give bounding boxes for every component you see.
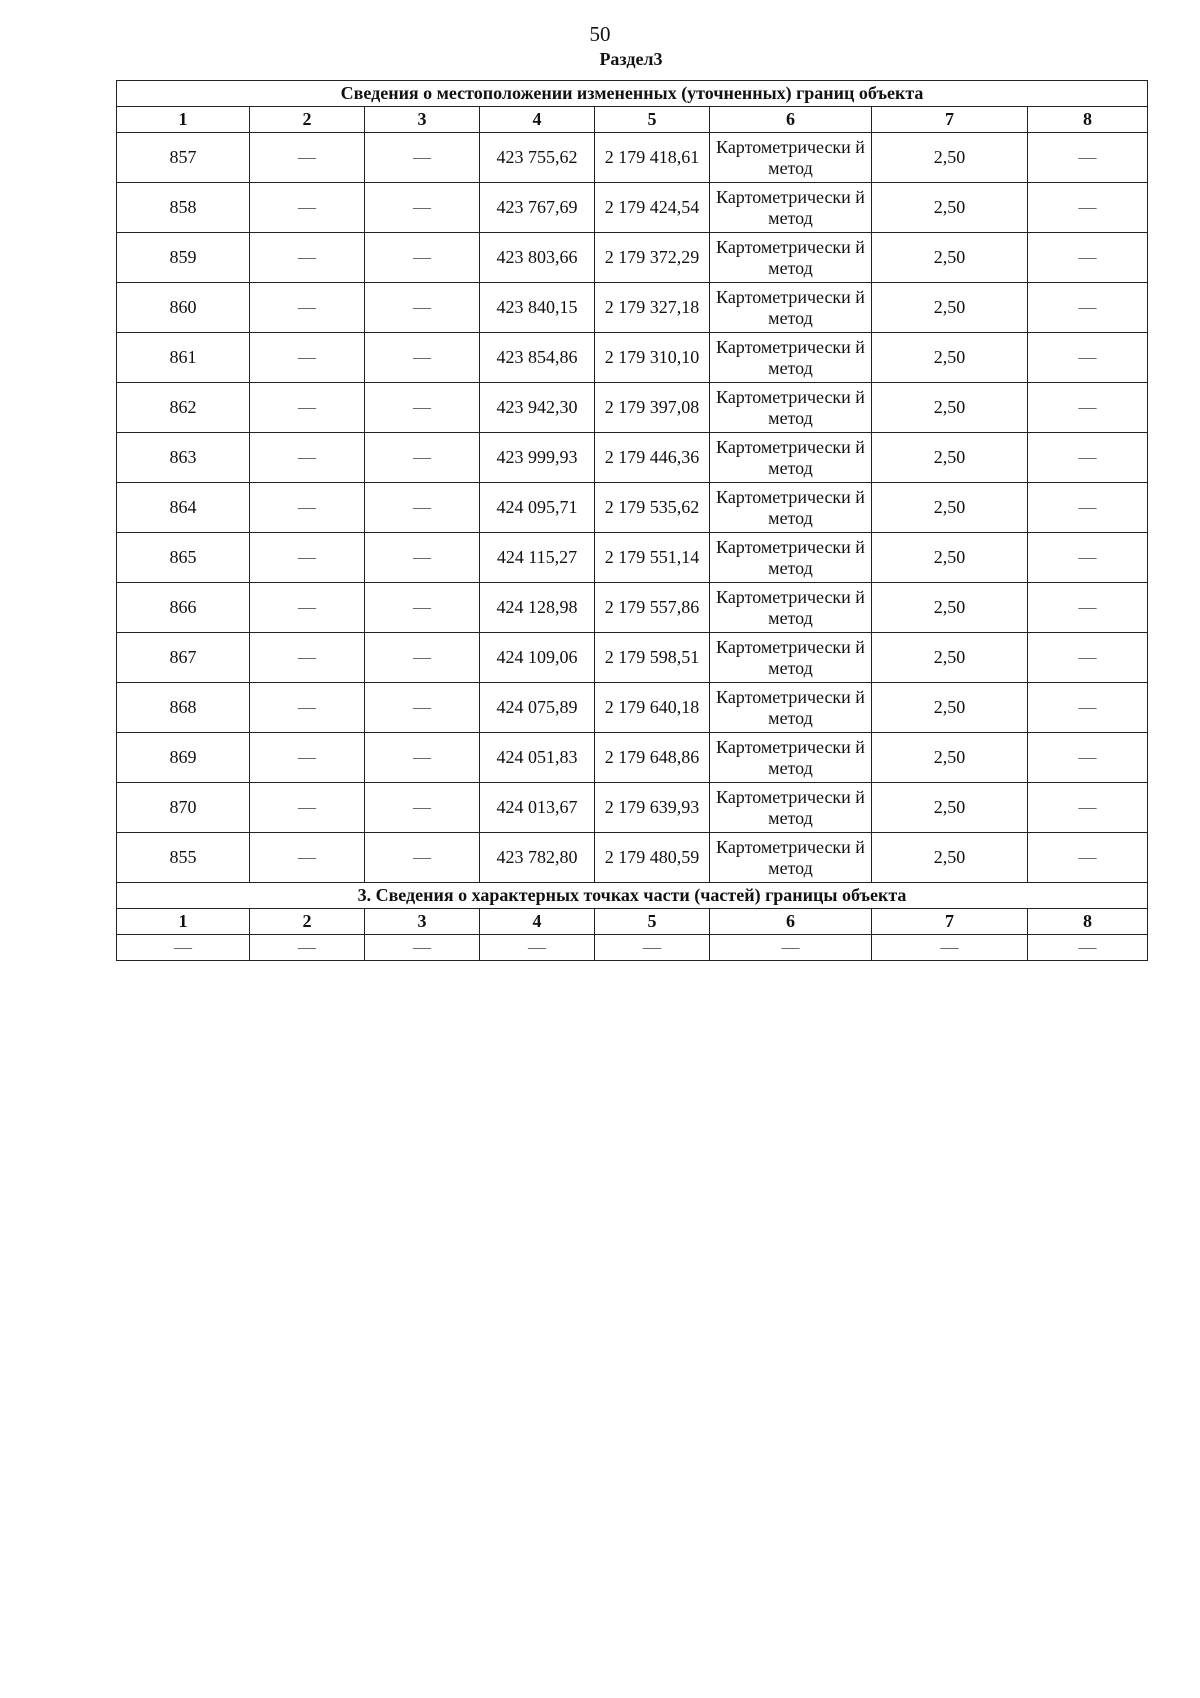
accuracy-cell: 2,50 xyxy=(872,633,1028,683)
description-cell: — xyxy=(1028,333,1148,383)
y-coordinate-cell: 2 179 551,14 xyxy=(595,533,710,583)
x-coordinate-cell: 423 840,15 xyxy=(480,283,595,333)
old-y-cell: — xyxy=(365,633,480,683)
old-x-cell: — xyxy=(250,583,365,633)
method-cell: Картометрически й метод xyxy=(710,283,872,333)
accuracy-cell: 2,50 xyxy=(872,783,1028,833)
x-coordinate-cell: 424 109,06 xyxy=(480,633,595,683)
column-number-row xyxy=(117,107,1148,133)
old-y-cell: — xyxy=(365,783,480,833)
table-row xyxy=(117,683,1148,733)
table-row xyxy=(117,333,1148,383)
description-cell: — xyxy=(1028,383,1148,433)
x-coordinate-cell: 423 755,62 xyxy=(480,133,595,183)
description-cell: — xyxy=(1028,233,1148,283)
accuracy-cell: 2,50 xyxy=(872,133,1028,183)
y-coordinate-cell: 2 179 535,62 xyxy=(595,483,710,533)
empty-dash-cell: — xyxy=(710,935,872,961)
empty-dash-cell: — xyxy=(365,935,480,961)
method-cell: Картометрически й метод xyxy=(710,683,872,733)
point-number-cell: 863 xyxy=(117,433,250,483)
point-number-cell: 867 xyxy=(117,633,250,683)
point-number-cell: 858 xyxy=(117,183,250,233)
y-coordinate-cell: 2 179 640,18 xyxy=(595,683,710,733)
x-coordinate-cell: 424 051,83 xyxy=(480,733,595,783)
empty-dash-cell: — xyxy=(117,935,250,961)
section-title: Раздел3 xyxy=(599,49,663,69)
old-x-cell: — xyxy=(250,733,365,783)
description-cell: — xyxy=(1028,183,1148,233)
x-coordinate-cell: 423 782,80 xyxy=(480,833,595,883)
parts-title-row xyxy=(117,883,1148,909)
old-y-cell: — xyxy=(365,133,480,183)
old-x-cell: — xyxy=(250,433,365,483)
accuracy-cell: 2,50 xyxy=(872,583,1028,633)
old-y-cell: — xyxy=(365,333,480,383)
y-coordinate-cell: 2 179 598,51 xyxy=(595,633,710,683)
x-coordinate-cell: 423 942,30 xyxy=(480,383,595,433)
old-x-cell: — xyxy=(250,183,365,233)
table-row xyxy=(117,483,1148,533)
description-cell: — xyxy=(1028,733,1148,783)
description-cell: — xyxy=(1028,633,1148,683)
table-title: Сведения о местоположении измененных (уточненных) границ объекта xyxy=(117,81,1148,107)
parts-empty-row xyxy=(117,935,1148,961)
point-number-cell: 862 xyxy=(117,383,250,433)
table-row xyxy=(117,533,1148,583)
old-y-cell: — xyxy=(365,833,480,883)
table-title-row xyxy=(117,81,1148,107)
y-coordinate-cell: 2 179 327,18 xyxy=(595,283,710,333)
old-x-cell: — xyxy=(250,633,365,683)
old-x-cell: — xyxy=(250,833,365,883)
coordinates-table-body xyxy=(117,81,1148,961)
description-cell: — xyxy=(1028,433,1148,483)
column-number-header: 1 xyxy=(117,107,250,133)
old-y-cell: — xyxy=(365,483,480,533)
table-row xyxy=(117,233,1148,283)
old-y-cell: — xyxy=(365,233,480,283)
description-cell: — xyxy=(1028,783,1148,833)
page-number: 50 xyxy=(589,22,611,46)
description-cell: — xyxy=(1028,583,1148,633)
parts-column-number-header: 7 xyxy=(872,909,1028,935)
x-coordinate-cell: 423 854,86 xyxy=(480,333,595,383)
description-cell: — xyxy=(1028,833,1148,883)
x-coordinate-cell: 424 095,71 xyxy=(480,483,595,533)
accuracy-cell: 2,50 xyxy=(872,533,1028,583)
column-number-header: 5 xyxy=(595,107,710,133)
old-y-cell: — xyxy=(365,283,480,333)
accuracy-cell: 2,50 xyxy=(872,433,1028,483)
accuracy-cell: 2,50 xyxy=(872,683,1028,733)
method-cell: Картометрически й метод xyxy=(710,133,872,183)
method-cell: Картометрически й метод xyxy=(710,183,872,233)
y-coordinate-cell: 2 179 372,29 xyxy=(595,233,710,283)
accuracy-cell: 2,50 xyxy=(872,233,1028,283)
method-cell: Картометрически й метод xyxy=(710,633,872,683)
description-cell: — xyxy=(1028,683,1148,733)
point-number-cell: 869 xyxy=(117,733,250,783)
accuracy-cell: 2,50 xyxy=(872,183,1028,233)
old-y-cell: — xyxy=(365,683,480,733)
accuracy-cell: 2,50 xyxy=(872,333,1028,383)
description-cell: — xyxy=(1028,533,1148,583)
y-coordinate-cell: 2 179 480,59 xyxy=(595,833,710,883)
old-y-cell: — xyxy=(365,733,480,783)
column-number-header: 8 xyxy=(1028,107,1148,133)
empty-dash-cell: — xyxy=(480,935,595,961)
parts-column-number-header: 2 xyxy=(250,909,365,935)
parts-column-number-row xyxy=(117,909,1148,935)
old-x-cell: — xyxy=(250,483,365,533)
point-number-cell: 855 xyxy=(117,833,250,883)
point-number-cell: 865 xyxy=(117,533,250,583)
old-x-cell: — xyxy=(250,783,365,833)
x-coordinate-cell: 424 013,67 xyxy=(480,783,595,833)
y-coordinate-cell: 2 179 418,61 xyxy=(595,133,710,183)
point-number-cell: 870 xyxy=(117,783,250,833)
point-number-cell: 868 xyxy=(117,683,250,733)
x-coordinate-cell: 424 075,89 xyxy=(480,683,595,733)
y-coordinate-cell: 2 179 397,08 xyxy=(595,383,710,433)
description-cell: — xyxy=(1028,133,1148,183)
parts-column-number-header: 8 xyxy=(1028,909,1148,935)
column-number-header: 3 xyxy=(365,107,480,133)
old-x-cell: — xyxy=(250,683,365,733)
point-number-cell: 857 xyxy=(117,133,250,183)
method-cell: Картометрически й метод xyxy=(710,483,872,533)
old-y-cell: — xyxy=(365,533,480,583)
point-number-cell: 864 xyxy=(117,483,250,533)
old-y-cell: — xyxy=(365,433,480,483)
table-row xyxy=(117,733,1148,783)
method-cell: Картометрически й метод xyxy=(710,783,872,833)
table-row xyxy=(117,833,1148,883)
y-coordinate-cell: 2 179 639,93 xyxy=(595,783,710,833)
parts-column-number-header: 3 xyxy=(365,909,480,935)
old-y-cell: — xyxy=(365,383,480,433)
point-number-cell: 860 xyxy=(117,283,250,333)
parts-column-number-header: 4 xyxy=(480,909,595,935)
method-cell: Картометрически й метод xyxy=(710,533,872,583)
column-number-header: 7 xyxy=(872,107,1028,133)
old-y-cell: — xyxy=(365,183,480,233)
column-number-header: 6 xyxy=(710,107,872,133)
parts-column-number-header: 1 xyxy=(117,909,250,935)
x-coordinate-cell: 423 767,69 xyxy=(480,183,595,233)
method-cell: Картометрически й метод xyxy=(710,433,872,483)
method-cell: Картометрически й метод xyxy=(710,383,872,433)
table-row xyxy=(117,633,1148,683)
x-coordinate-cell: 424 115,27 xyxy=(480,533,595,583)
old-y-cell: — xyxy=(365,583,480,633)
accuracy-cell: 2,50 xyxy=(872,833,1028,883)
table-row xyxy=(117,583,1148,633)
empty-dash-cell: — xyxy=(872,935,1028,961)
accuracy-cell: 2,50 xyxy=(872,733,1028,783)
method-cell: Картометрически й метод xyxy=(710,583,872,633)
x-coordinate-cell: 423 999,93 xyxy=(480,433,595,483)
empty-dash-cell: — xyxy=(1028,935,1148,961)
old-x-cell: — xyxy=(250,333,365,383)
description-cell: — xyxy=(1028,483,1148,533)
empty-dash-cell: — xyxy=(250,935,365,961)
point-number-cell: 859 xyxy=(117,233,250,283)
method-cell: Картометрически й метод xyxy=(710,833,872,883)
parts-table-title: 3. Сведения о характерных точках части (частей) границы объекта xyxy=(117,883,1148,909)
accuracy-cell: 2,50 xyxy=(872,283,1028,333)
x-coordinate-cell: 424 128,98 xyxy=(480,583,595,633)
old-x-cell: — xyxy=(250,383,365,433)
point-number-cell: 861 xyxy=(117,333,250,383)
x-coordinate-cell: 423 803,66 xyxy=(480,233,595,283)
coordinates-table xyxy=(116,80,1148,961)
table-row xyxy=(117,133,1148,183)
old-x-cell: — xyxy=(250,133,365,183)
accuracy-cell: 2,50 xyxy=(872,383,1028,433)
accuracy-cell: 2,50 xyxy=(872,483,1028,533)
y-coordinate-cell: 2 179 424,54 xyxy=(595,183,710,233)
method-cell: Картометрически й метод xyxy=(710,333,872,383)
method-cell: Картометрически й метод xyxy=(710,233,872,283)
table-row xyxy=(117,433,1148,483)
column-number-header: 4 xyxy=(480,107,595,133)
table-row xyxy=(117,783,1148,833)
old-x-cell: — xyxy=(250,533,365,583)
parts-column-number-header: 5 xyxy=(595,909,710,935)
empty-dash-cell: — xyxy=(595,935,710,961)
table-row xyxy=(117,283,1148,333)
y-coordinate-cell: 2 179 648,86 xyxy=(595,733,710,783)
old-x-cell: — xyxy=(250,233,365,283)
table-row xyxy=(117,183,1148,233)
y-coordinate-cell: 2 179 557,86 xyxy=(595,583,710,633)
table-row xyxy=(117,383,1148,433)
column-number-header: 2 xyxy=(250,107,365,133)
old-x-cell: — xyxy=(250,283,365,333)
description-cell: — xyxy=(1028,283,1148,333)
parts-column-number-header: 6 xyxy=(710,909,872,935)
y-coordinate-cell: 2 179 446,36 xyxy=(595,433,710,483)
y-coordinate-cell: 2 179 310,10 xyxy=(595,333,710,383)
point-number-cell: 866 xyxy=(117,583,250,633)
method-cell: Картометрически й метод xyxy=(710,733,872,783)
